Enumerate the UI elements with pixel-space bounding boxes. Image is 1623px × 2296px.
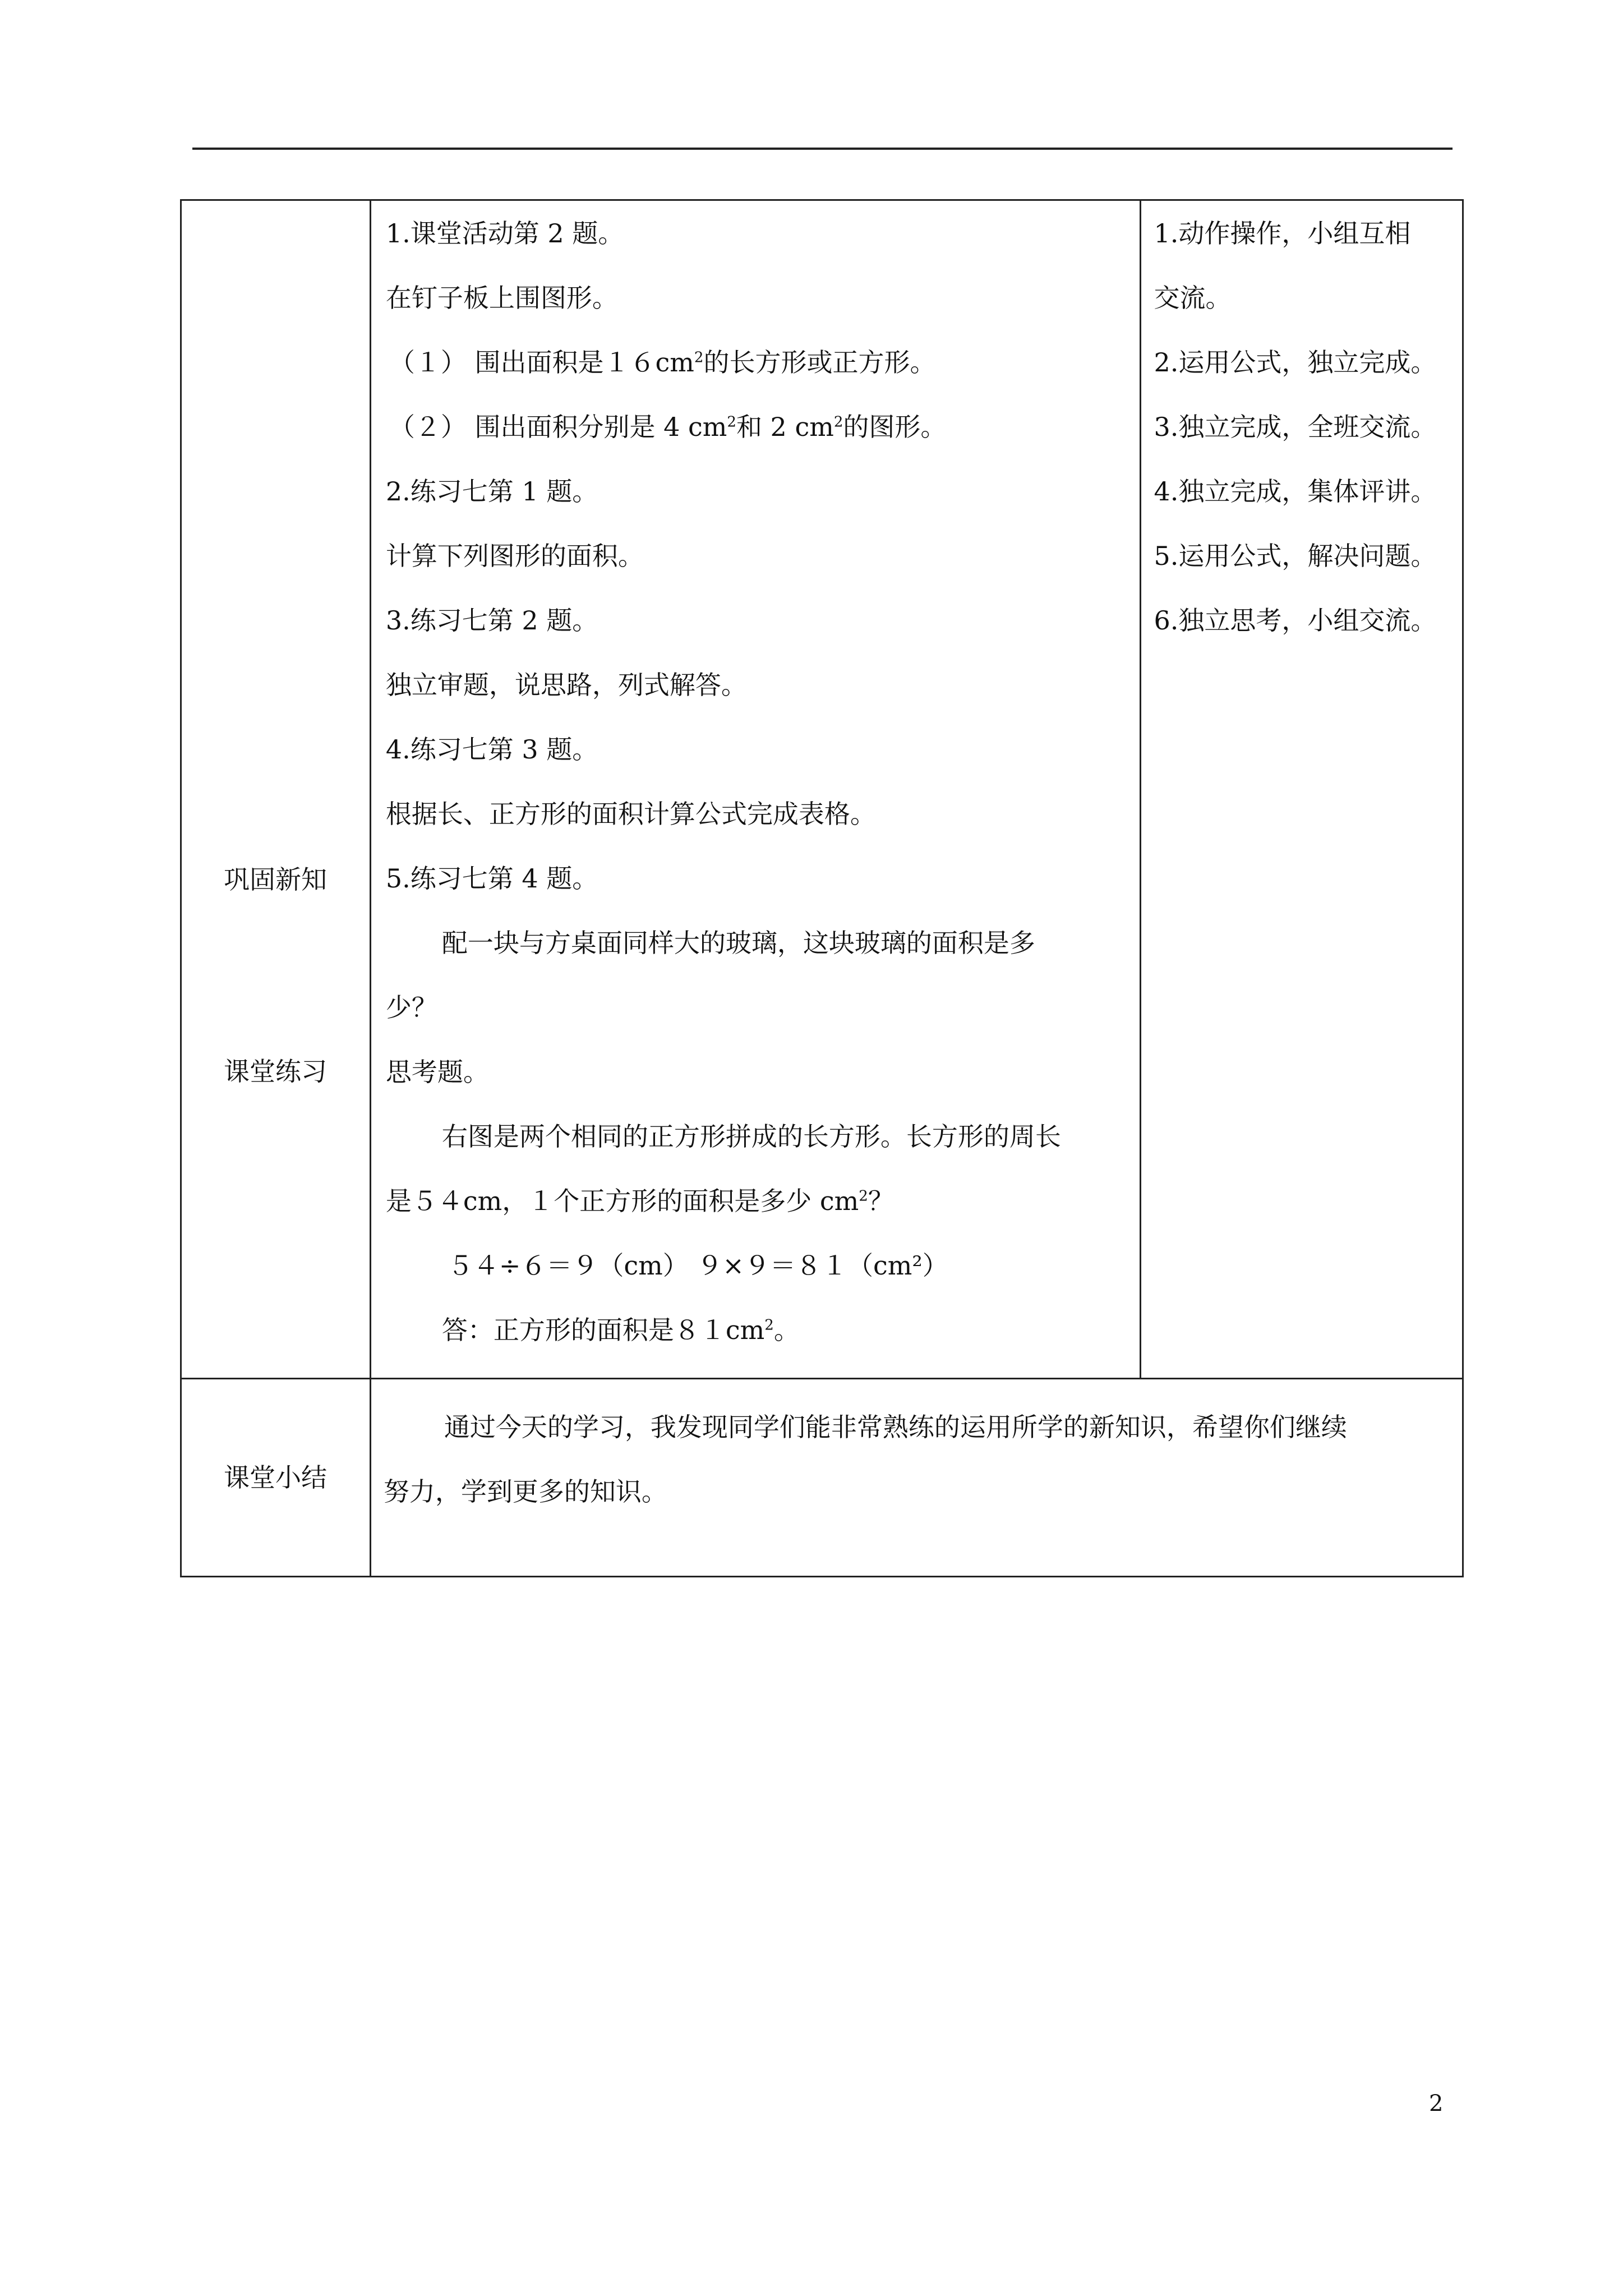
content-line: 右图是两个相同的正方形拼成的长方形。长方形的周长 [441, 1121, 1061, 1152]
summary-line: 通过今天的学习，我发现同学们能非常熟练的运用所学的新知识，希望你们继续 [444, 1412, 1347, 1442]
line-text: 答：正方形的面积是８１cm [441, 1315, 765, 1345]
content-line [386, 410, 1129, 475]
section-label: 课堂小结 [224, 1462, 327, 1493]
method-line: 交流。 [1154, 283, 1232, 313]
content-line: ５４÷６＝９（cm） ９×９＝８１（cm²） [447, 1250, 948, 1281]
line-text: 的图形。 [843, 412, 947, 442]
content-line: 5.练习七第 4 题。 [385, 863, 598, 894]
content-line: 根据长、正方形的面积计算公式完成表格。 [385, 799, 876, 829]
method-line: 2.运用公式，独立完成。 [1154, 347, 1437, 378]
section-label-cell [181, 200, 371, 1379]
content-line: 配一块与方桌面同样大的玻璃，这块玻璃的面积是多 [441, 928, 1035, 958]
method-line: 4.独立完成，集体评讲。 [1154, 476, 1437, 507]
header-rule [192, 148, 1453, 150]
content-line [386, 1313, 1129, 1378]
superscript: 2 [833, 413, 843, 431]
summary-line: 努力，学到更多的知识。 [383, 1476, 667, 1507]
superscript: 2 [694, 349, 704, 366]
content-line: 少？ [385, 992, 437, 1023]
lesson-plan-table [180, 199, 1464, 1577]
section-label-cell [181, 1379, 371, 1577]
superscript: 2 [859, 1188, 868, 1205]
line-text: 和 2 cm [736, 412, 834, 442]
method-line: 6.独立思考，小组交流。 [1154, 605, 1437, 636]
content-line: 在钉子板上围图形。 [385, 283, 618, 313]
content-line: 1.课堂活动第 2 题。 [385, 218, 624, 249]
content-line: 3.练习七第 2 题。 [385, 605, 598, 636]
table-row [181, 1379, 1463, 1577]
summary-cell [370, 1379, 1463, 1577]
method-line: 3.独立完成，全班交流。 [1154, 412, 1437, 442]
table-row [181, 200, 1463, 1379]
superscript: 2 [764, 1317, 774, 1334]
content-line: 独立审题，说思路，列式解答。 [385, 670, 747, 700]
content-line [386, 346, 1129, 410]
content-line: 4.练习七第 3 题。 [385, 734, 598, 765]
content-line: 思考题。 [385, 1057, 489, 1087]
line-text: （１） 围出面积是１６cm [389, 347, 694, 378]
line-text: 。 [773, 1315, 800, 1345]
method-cell [1141, 200, 1463, 1379]
line-text: （２） 围出面积分别是 4 cm [389, 412, 727, 442]
superscript: 2 [727, 413, 736, 431]
line-text: ？ [868, 1186, 894, 1216]
page-number: 2 [1429, 2091, 1444, 2116]
line-text: 是５４cm，１个正方形的面积是多少 cm [385, 1186, 859, 1216]
method-line: 1.动作操作，小组互相 [1154, 218, 1411, 249]
content-line: 2.练习七第 1 题。 [385, 476, 598, 507]
section-label: 课堂练习 [224, 1056, 327, 1087]
line-text: 的长方形或正方形。 [703, 347, 936, 378]
content-line: 计算下列图形的面积。 [385, 541, 644, 571]
section-label: 巩固新知 [224, 864, 327, 895]
content-line [386, 1184, 1129, 1249]
content-cell [370, 200, 1141, 1379]
method-line: 5.运用公式，解决问题。 [1154, 541, 1437, 571]
